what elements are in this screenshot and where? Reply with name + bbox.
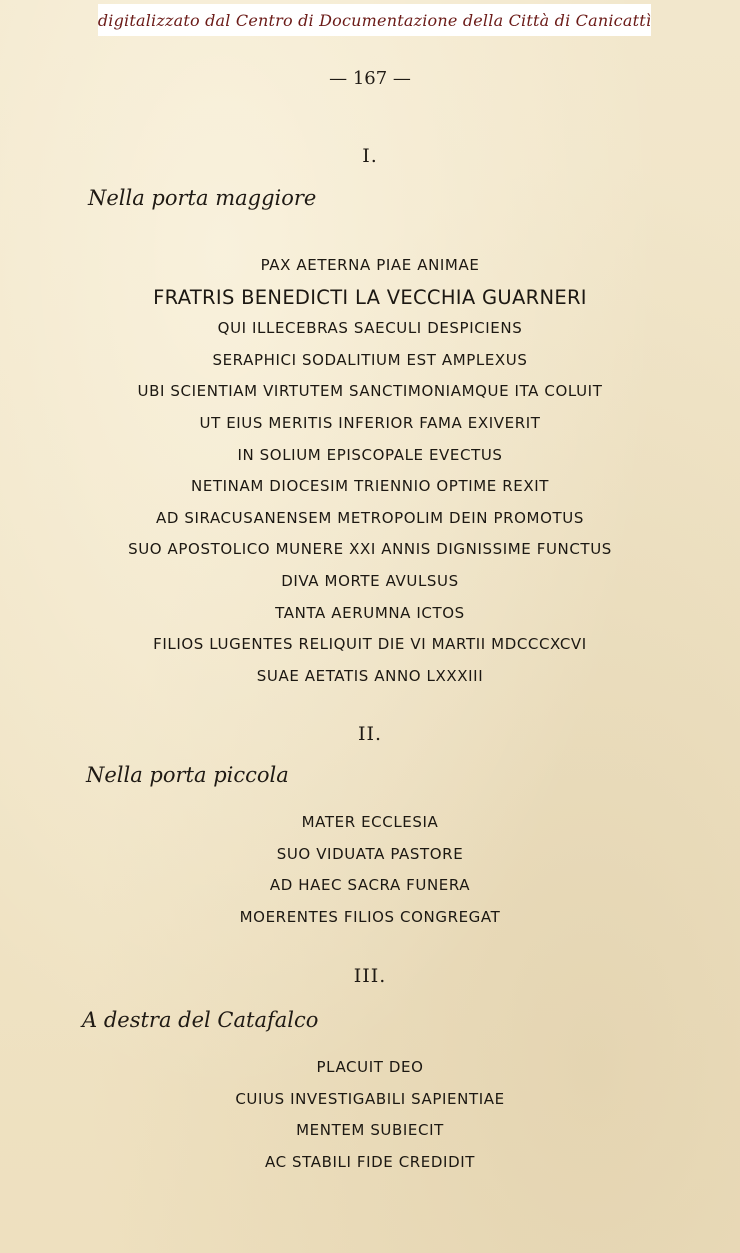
section-numeral-3: III.: [353, 965, 387, 987]
inscription-line: PLACUIT DEO: [316, 1058, 424, 1076]
section-numeral-2: II.: [357, 723, 383, 745]
inscription-3: [0, 1052, 740, 1178]
watermark-banner: digitalizzato dal Centro di Documentazione della Città di Canicattì: [98, 4, 651, 36]
section-numeral-1: I.: [362, 145, 378, 167]
inscription-line: NETINAM DIOCESIM TRIENNIO OPTIME REXIT: [191, 477, 549, 496]
inscription-line: CUIUS INVESTIGABILI SAPIENTIAE: [235, 1089, 505, 1108]
inscription-line: MOERENTES FILIOS CONGREGAT: [239, 907, 501, 926]
inscription-line: UT EIUS MERITIS INFERIOR FAMA EXIVERIT: [199, 413, 541, 432]
inscription-line: PAX AETERNA PIAE ANIMAE: [260, 256, 480, 274]
inscription-line: SUO VIDUATA PASTORE: [276, 844, 464, 863]
inscription-line: QUI ILLECEBRAS SAECULI DESPICIENS: [217, 319, 523, 338]
inscription-line: DIVA MORTE AVULSUS: [281, 571, 459, 590]
inscription-line: FILIOS LUGENTES RELIQUIT DIE VI MARTII MDCCCXCVI: [153, 635, 587, 654]
section-heading-3: A destra del Catafalco: [82, 1008, 319, 1032]
inscription-line: MENTEM SUBIECIT: [296, 1121, 444, 1140]
inscription-line: MATER ECCLESIA: [301, 813, 439, 831]
section-heading-1: Nella porta maggiore: [88, 186, 317, 210]
inscription-line: SUO APOSTOLICO MUNERE XXI ANNIS DIGNISSIME FUNCTUS: [128, 540, 612, 559]
inscription-line: TANTA AERUMNA ICTOS: [275, 603, 465, 622]
inscription-1: [0, 250, 740, 692]
page-number: — 167 —: [329, 68, 411, 89]
inscription-line: AD HAEC SACRA FUNERA: [269, 876, 471, 895]
inscription-2: [0, 807, 740, 933]
inscription-line: AD SIRACUSANENSEM METROPOLIM DEIN PROMOTUS: [156, 508, 584, 527]
inscription-line: SERAPHICI SODALITIUM EST AMPLEXUS: [212, 350, 528, 369]
section-heading-2: Nella porta piccola: [86, 763, 289, 787]
inscription-line: AC STABILI FIDE CREDIDIT: [264, 1152, 475, 1171]
inscription-line: SUAE AETATIS ANNO LXXXIII: [256, 666, 484, 685]
inscription-line: UBI SCIENTIAM VIRTUTEM SANCTIMONIAMQUE ITA COLUIT: [137, 382, 603, 401]
inscription-line: IN SOLIUM EPISCOPALE EVECTUS: [237, 445, 503, 464]
inscription-line-name: FRATRIS BENEDICTI LA VECCHIA GUARNERI: [153, 285, 587, 309]
